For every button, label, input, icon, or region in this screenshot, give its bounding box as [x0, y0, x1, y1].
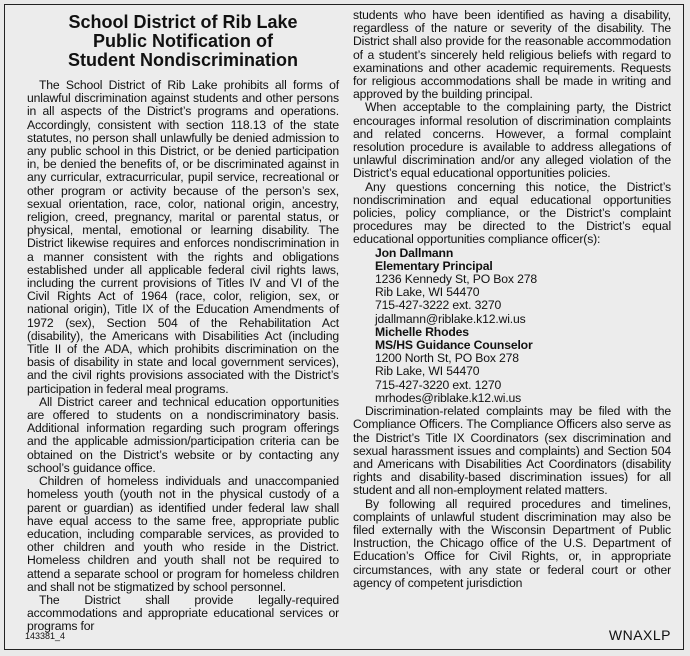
contact-name: Jon Dallmann — [375, 245, 454, 260]
contact-block — [353, 247, 671, 405]
contact-name: Michelle Rhodes — [375, 324, 469, 339]
paragraph: students who have been identified as having a disability, regardless of the nature or severity of the disability. The District shall also provide for the reasonable accommodation of a student’s sincerely held religious beliefs with regard to examinations and other academic requirements. Requests for religious accommodations shall be made in writing and approved by the building principal. — [353, 8, 671, 102]
title-line-2: Public Notification of — [93, 31, 273, 51]
title-line-3: Student Nondiscrimination — [67, 50, 298, 70]
contact-city: Rib Lake, WI 54470 — [375, 285, 480, 300]
paragraph: Discrimination-related complaints may be filed with the Compliance Officers. The Compliance Officers also serve as the District’s Title IX Coordinators (sex discrimination and sexual harassment issues and complaints) and Section 504 and Americans with Disabilities Act Coordinators (disability rights and disability-based discrimination issues) for all student and all non-employment related matters. — [353, 404, 671, 498]
notice-box — [4, 4, 684, 650]
contact-role: MS/HS Guidance Counselor — [375, 338, 533, 353]
contact-role: Elementary Principal — [375, 258, 493, 273]
contact-address: 1236 Kennedy St, PO Box 278 — [375, 272, 537, 287]
left-column — [27, 13, 339, 634]
paragraph: By following all required procedures and timelines, complaints of unlawful student discrimination may also be filed externally with the Wisconsin Department of Public Instruction, the Chicago office of the U.S. Department of Education’s Office for Civil Rights, or, in appropriate circumstances, with any state or federal court or other agency of competent jurisdiction — [353, 496, 671, 590]
contact-phone: 715-427-3220 ext. 1270 — [375, 377, 502, 392]
title-line-1: School District of Rib Lake — [68, 12, 298, 32]
contact-email[interactable]: mrhodes@riblake.k12.wi.us — [375, 390, 522, 405]
paragraph: The District shall provide legally-required accommodations and appropriate educational services or programs for — [27, 592, 339, 634]
publication-tag: WNAXLP — [608, 627, 671, 643]
paragraph: All District career and technical education opportunities are offered to students on a nondiscriminatory basis. Additional information regarding such program offerings and the applicable admission/participation criteria can be obtained on the District’s website or by contacting any school’s guidance office. — [27, 394, 339, 475]
paragraph: When acceptable to the complaining party, the District encourages informal resolution of discrimination complaints and related concerns. However, a formal complaint resolution procedure is available to address allegations of unlawful discrimination and/or any alleged violation of the District’s equal educational opportunities policies. — [353, 100, 671, 181]
contact-email[interactable]: jdallmann@riblake.k12.wi.us — [375, 311, 526, 326]
paragraph: Children of homeless individuals and unaccompanied homeless youth (youth not in the physical custody of a parent or guardian) as identified under federal law shall have equal access to the same free, appropriate public education, including comparable services, as provided to other children and youth who reside in the District. Homeless children and youth shall not be required to attend a separate school or program for homeless children and shall not be stigmatized by school personnel. — [27, 474, 339, 594]
paragraph: Any questions concerning this notice, the District’s nondiscrimination and equal educational opportunities policies, policy compliance, or the District’s complaint procedures may be directed to the District’s equal educational opportunities compliance officer(s): — [353, 179, 671, 247]
right-column — [353, 9, 671, 590]
paragraph: The School District of Rib Lake prohibits all forms of unlawful discrimination against students and other persons in all aspects of the District’s programs and operations. Accordingly, consistent with section 118.13 of the state statutes, no person shall unlawfully be denied admission to any public school in this District, or be denied participation in, be denied the benefits of, or be discriminated against in any curricular, extracurricular, pupil service, recreational or other program or activity because of the person’s sex, sexual orientation, race, color, national origin, ancestry, religion, creed, pregnancy, marital or parental status, or physical, mental, emotional or learning disability. The District likewise requires and enforces nondiscrimination in a manner consistent with the rights and obligations established under all applicable federal civil rights laws, including the current provisions of Titles IV and VI of the Civil Rights Act of 1964 (race, color, religion, sex, or national origin), Title IX of the Education Amendments of 1972 (sex), Section 504 of the Rehabilitation Act (disability), the Americans with Disabilities Act (including Title II of the ADA, which prohibits discrimination on the basis of disability in state and local government services), and the civil rights provisions associated with the District’s participation in federal meal programs. — [27, 78, 339, 396]
contact-address: 1200 North St, PO Box 278 — [375, 351, 519, 366]
contact-city: Rib Lake, WI 54470 — [375, 364, 480, 379]
contact-phone: 715-427-3222 ext. 3270 — [375, 298, 502, 313]
notice-title — [27, 13, 339, 70]
ad-id: 143381_4 — [25, 631, 66, 641]
